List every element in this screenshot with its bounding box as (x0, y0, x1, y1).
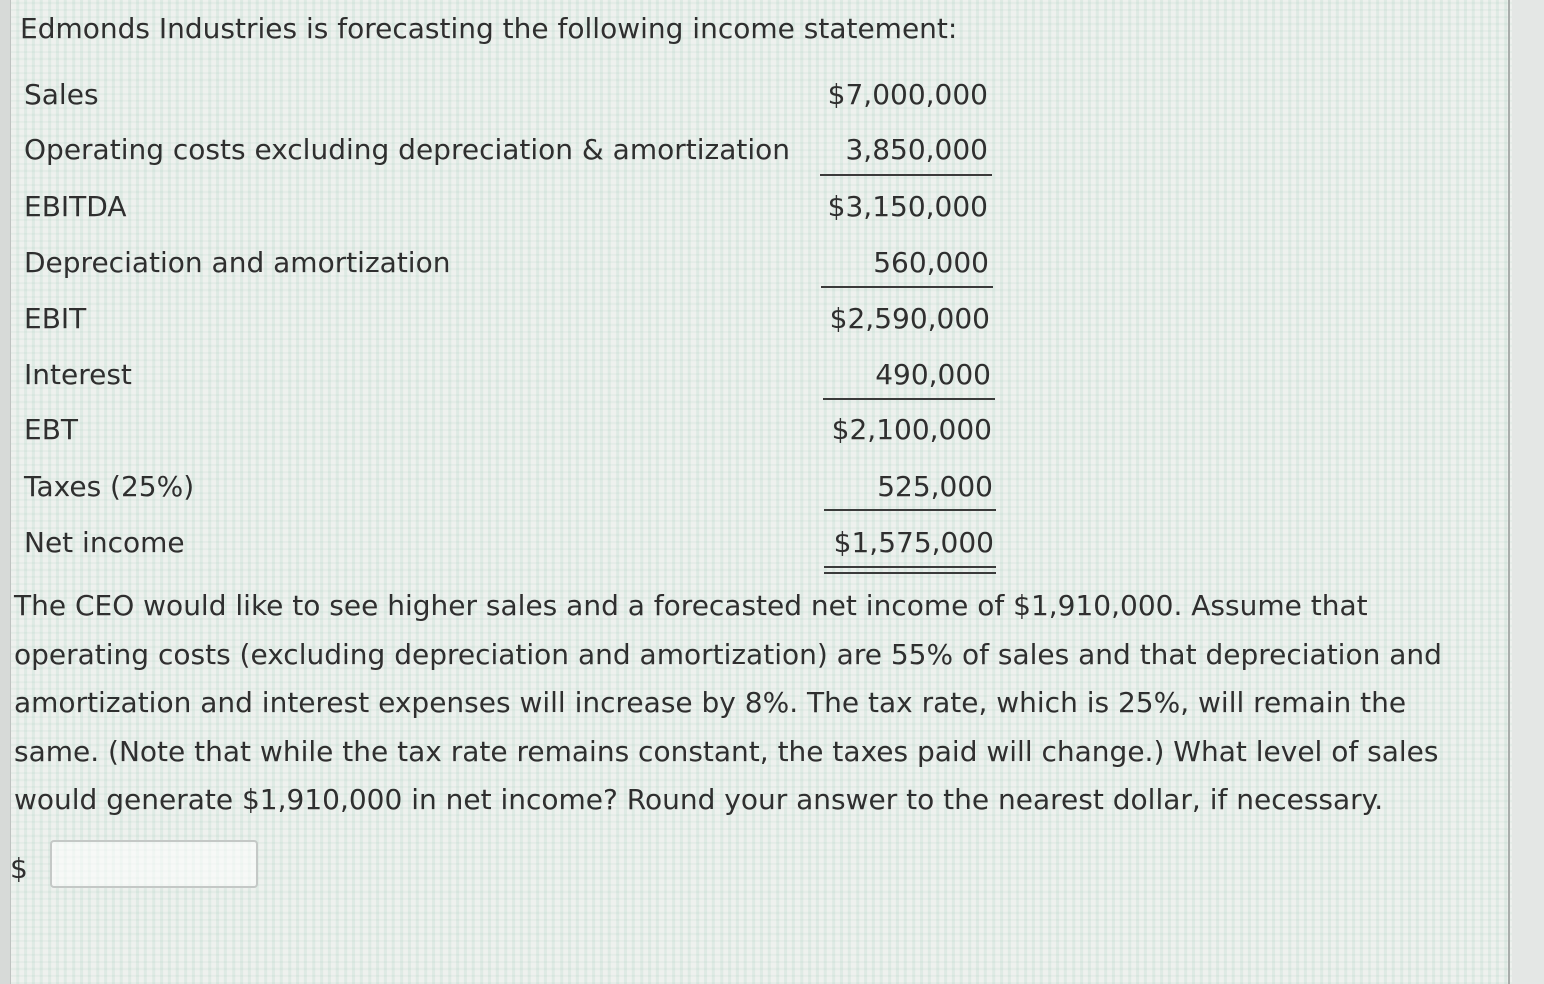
statement-row-label: Interest (24, 358, 132, 391)
statement-row-label: Sales (24, 78, 99, 111)
statement-row-net-income (0, 526, 1000, 566)
statement-row-ebt (0, 413, 1000, 453)
statement-row-depreciation (0, 246, 1000, 286)
statement-row-value: $7,000,000 (827, 78, 988, 111)
statement-row-value: 3,850,000 (845, 133, 988, 166)
statement-row-value: $2,590,000 (829, 302, 990, 335)
statement-row-label: EBT (24, 413, 79, 446)
subtotal-rule (823, 398, 995, 400)
statement-row-ebitda (0, 190, 1000, 230)
statement-row-label: Operating costs excluding depreciation & amortization (24, 133, 790, 166)
statement-row-value: 525,000 (877, 470, 993, 503)
statement-row-label: EBITDA (24, 190, 127, 223)
statement-row-value: 490,000 (875, 358, 991, 391)
subtotal-rule (821, 286, 993, 288)
total-double-rule (824, 566, 996, 574)
statement-row-value: $2,100,000 (831, 413, 992, 446)
statement-row-value: $1,575,000 (833, 526, 994, 559)
statement-row-interest (0, 358, 1000, 398)
statement-row-label: Taxes (25%) (24, 470, 195, 503)
statement-row-operating-costs (0, 133, 1000, 173)
sales-answer-input[interactable] (50, 840, 258, 888)
statement-row-label: Net income (24, 526, 185, 559)
statement-row-sales (0, 78, 1000, 118)
scrollbar-track[interactable] (1512, 0, 1544, 984)
question-text: The CEO would like to see higher sales and a forecasted net income of $1,910,000. Assume that operating costs (excluding depreciation and amortization) are 55% of sales and that depreciation and amortization and interest expenses will increase by 8%. The tax rate, which is 25%, will remain the same. (Note that while the tax rate remains constant, the taxes paid will change.) What level of sales would generate $1,910,000 in net income? Round your answer to the nearest dollar, if necessary. (14, 589, 1442, 816)
statement-row-ebit (0, 302, 1000, 342)
statement-row-taxes (0, 470, 1000, 510)
subtotal-rule (820, 174, 992, 176)
statement-row-value: 560,000 (873, 246, 989, 279)
statement-row-label: EBIT (24, 302, 87, 335)
problem-intro: Edmonds Industries is forecasting the following income statement: (20, 12, 958, 45)
statement-row-value: $3,150,000 (827, 190, 988, 223)
right-frame-edge (1508, 0, 1510, 984)
statement-row-label: Depreciation and amortization (24, 246, 451, 279)
subtotal-rule (824, 509, 996, 511)
currency-symbol: $ (10, 852, 28, 885)
